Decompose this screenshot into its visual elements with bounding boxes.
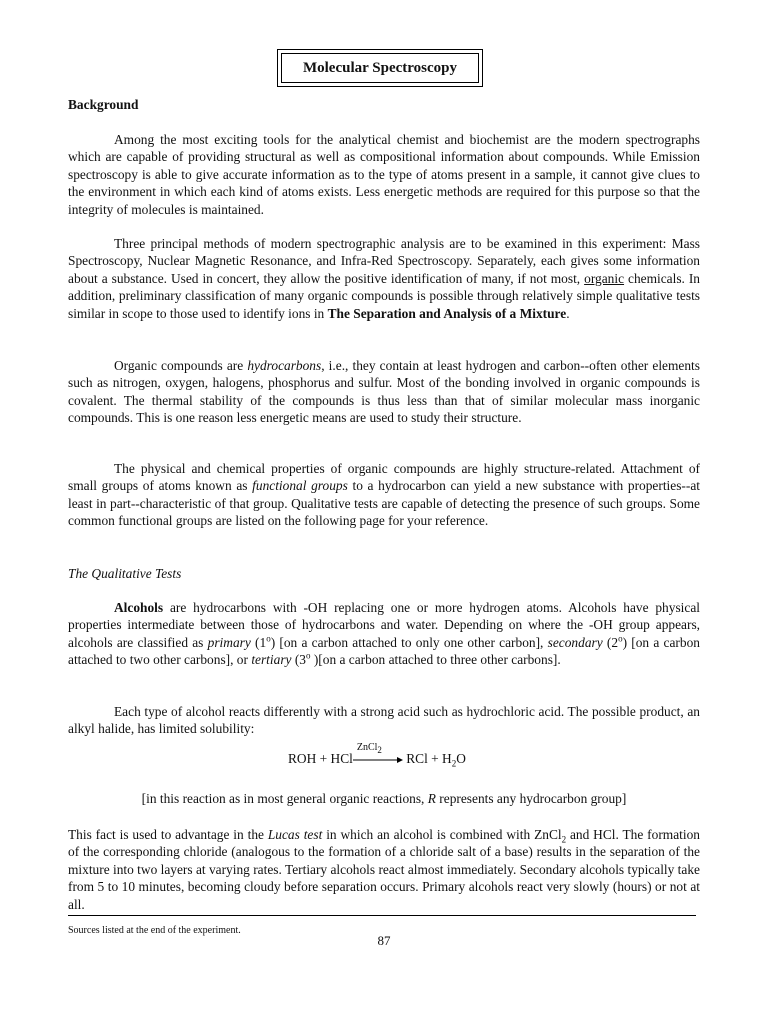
text-run: represents any hydrocarbon group]	[435, 791, 627, 806]
text-run: Organic compounds are	[114, 358, 248, 373]
superscript: o	[306, 650, 311, 661]
text-run: are hydrocarbons with -OH replacing one or more hydrogen atoms. Alcohols have physical properties intermediate between those of hydrocarbons and water. Depending on where the -OH group appears, alcohols are classified as	[68, 600, 700, 650]
text-run: in which an alcohol is combined with ZnCl	[322, 827, 562, 842]
text-run: chemicals. In addition, preliminary classification of many organic compounds is possible through relatively simple qualitative tests similar in scope to those used to identify ions in	[68, 270, 700, 321]
reaction-equation	[288, 741, 488, 778]
subscript: 2	[451, 758, 457, 769]
text-run: (1	[250, 634, 267, 650]
text-run: Three principal methods of modern spectrographic analysis are to be examined in this experiment: Mass Spectroscopy, Nuclear Magnetic Resonance, and Infra-Red Spectroscopy. Separately, each gives some information about a substance. Used in concert, they allow the positive identification of many, if not most,	[68, 236, 700, 286]
bold-reference: The Separation and Analysis of a Mixture	[327, 305, 567, 321]
text-run: ) [on a carbon attached to only one other carbon],	[270, 634, 548, 650]
text-run: (3	[291, 652, 306, 668]
subscript: 2	[561, 834, 567, 845]
bold-term: Alcohols	[114, 600, 164, 615]
catalyst-text: ZnCl	[356, 741, 378, 753]
italic-term: tertiary	[251, 652, 292, 668]
text-run: and HCl. The formation of the corresponding chloride (analogous to the formation of a chloride salt of a base) results in the separation of the mixture into two layers at varying rates. Tertiary alcohols react almost immediately. Secondary alcohols typically take from 5 to 10 minutes, becoming cloudy before separation occurs. Primary alcohols react very slowly (hours) or not at all.	[68, 827, 700, 912]
underlined-word: organic	[584, 270, 625, 286]
text-run: The physical and chemical properties of organic compounds are highly structure-related. Attachment of small groups of atoms known as	[68, 461, 700, 494]
italic-term: R	[427, 791, 436, 806]
page-title: Molecular Spectroscopy	[281, 53, 479, 83]
reaction-arrow	[353, 741, 403, 767]
text-run: This fact is used to advantage in the	[68, 827, 268, 842]
qualitative-tests-heading: The Qualitative Tests	[68, 566, 182, 581]
text-run: .	[566, 305, 570, 321]
reactants: ROH + HCl	[288, 751, 353, 766]
text-run: ) [on a carbon attached to two other carbons], or	[68, 634, 700, 668]
text-run: [in this reaction as in most general organic reactions,	[141, 791, 428, 806]
italic-term: secondary	[547, 634, 603, 650]
background-heading: Background	[68, 97, 139, 112]
text-run: )[on a carbon attached to three other carbons].	[310, 652, 561, 668]
text-run: (2	[602, 634, 619, 650]
paragraph-functional-groups	[68, 460, 700, 530]
right-arrow-icon	[353, 755, 403, 765]
paragraph-reaction-intro: Each type of alcohol reacts differently with a strong acid such as hydrochloric acid. The possible product, an alkyl halide, has limited solubility:	[68, 704, 700, 737]
footnote-divider	[68, 915, 696, 916]
superscript: o	[618, 633, 623, 644]
paragraph-alcohols	[68, 599, 700, 669]
subscript: 2	[377, 744, 382, 755]
italic-term: Lucas test	[267, 827, 323, 842]
footnote: Sources listed at the end of the experiment.	[68, 925, 241, 936]
products-tail: O	[456, 751, 466, 766]
italic-term: primary	[207, 634, 251, 650]
paragraph-lucas-test	[68, 826, 700, 913]
products: RCl + H	[406, 751, 452, 766]
paragraph-methods	[68, 235, 700, 322]
page-number: 87	[377, 933, 391, 948]
title-box	[277, 49, 483, 87]
paragraph-intro: Among the most exciting tools for the analytical chemist and biochemist are the modern spectrographs which are capable of providing structural as well as compositional information about compounds. While Emission spectroscopy is able to give accurate information as to the type of atoms present in a sample, it cannot give clues to the environment in which each kind of atoms exists. Less energetic methods are required for this purpose so that the integrity of molecules is maintained.	[68, 132, 700, 217]
superscript: o	[266, 633, 271, 644]
text-run: , i.e., they contain at least hydrogen and carbon--often other elements such as nitrogen, oxygen, halogens, phosphorus and sulfur. Most of the bonding involved in organic compounds is covalent. The thermal stability of the compounds is thus less than that of similar molecular mass inorganic compounds. This is one reason less energetic means are used to study their structure.	[68, 358, 700, 426]
reaction-note	[68, 790, 700, 807]
text-run: to a hydrocarbon can yield a new substance with properties--at least in part--characteristic of that group. Qualitative tests are capable of detecting the presence of such groups. Some common functional groups are listed on the following page for your reference.	[68, 478, 701, 529]
italic-term: hydrocarbons	[247, 358, 322, 373]
catalyst-label	[357, 739, 382, 756]
paragraph-organic	[68, 357, 700, 427]
italic-term: functional groups	[252, 478, 348, 494]
